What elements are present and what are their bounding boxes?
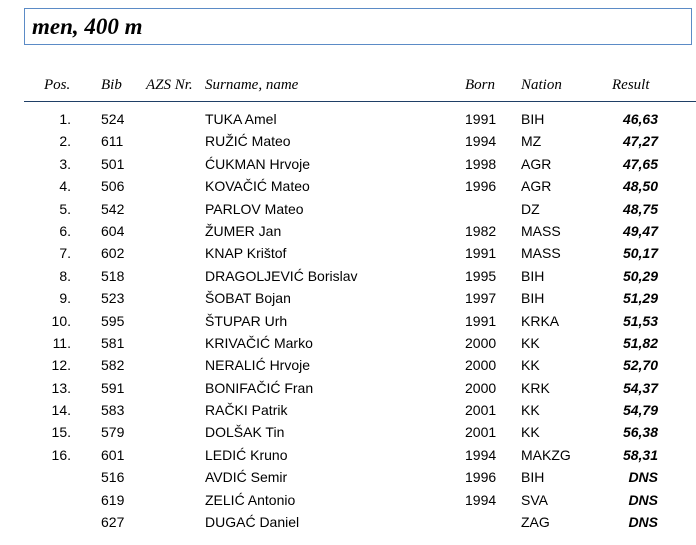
name-cell: KNAP Krištof: [205, 245, 287, 262]
name-cell: ŽUMER Jan: [205, 222, 282, 239]
nation-cell: AGR: [521, 178, 552, 195]
position-cell: 7.: [59, 245, 71, 262]
born-cell: 1994: [465, 491, 497, 508]
name-cell: KRIVAČIĆ Marko: [205, 334, 313, 351]
result-cell: 47,27: [622, 133, 658, 150]
bib-cell: 604: [101, 222, 125, 239]
results-table: [0, 108, 696, 533]
bib-cell: 583: [101, 402, 125, 419]
result-cell: 47,65: [622, 155, 658, 172]
nation-cell: KRK: [521, 379, 550, 396]
nation-cell: SVA: [521, 491, 548, 508]
nation-cell: DZ: [521, 200, 540, 217]
born-cell: 1995: [465, 267, 497, 284]
bib-cell: 611: [101, 133, 124, 150]
name-cell: ĆUKMAN Hrvoje: [205, 155, 311, 172]
table-row: [0, 310, 696, 332]
born-cell: 1996: [465, 178, 497, 195]
result-cell: 50,17: [622, 245, 658, 262]
result-cell: 49,47: [622, 222, 658, 239]
table-row: [0, 175, 696, 197]
table-row: [0, 399, 696, 421]
bib-cell: 516: [101, 469, 125, 486]
header-pos: Pos.: [44, 77, 71, 93]
header-azs: AZS Nr.: [146, 77, 193, 93]
nation-cell: AGR: [521, 155, 552, 172]
nation-cell: MZ: [521, 133, 542, 150]
header-name: Surname, name: [205, 77, 299, 93]
position-cell: 2.: [59, 133, 71, 150]
born-cell: 1998: [465, 155, 497, 172]
nation-cell: KK: [521, 424, 540, 441]
born-cell: 1991: [465, 111, 497, 127]
header-result: Result: [612, 77, 650, 93]
table-row: [0, 421, 696, 443]
name-cell: ŠTUPAR Urh: [205, 312, 288, 329]
position-cell: 1.: [59, 111, 71, 127]
nation-cell: MASS: [521, 245, 561, 262]
bib-cell: 602: [101, 245, 125, 262]
name-cell: DRAGOLJEVIĆ Borislav: [205, 267, 358, 284]
position-cell: 13.: [51, 379, 71, 396]
name-cell: PARLOV Mateo: [205, 200, 304, 217]
position-cell: 15.: [51, 424, 71, 441]
table-row: [0, 287, 696, 309]
result-cell: 58,31: [622, 446, 658, 463]
name-cell: DUGAĆ Daniel: [205, 514, 300, 531]
table-row: [0, 489, 696, 511]
bib-cell: 542: [101, 200, 125, 217]
result-cell: DNS: [628, 491, 658, 508]
result-cell: 46,63: [622, 111, 658, 127]
name-cell: ŠOBAT Bojan: [205, 290, 291, 307]
table-row: [0, 153, 696, 175]
name-cell: DOLŠAK Tin: [205, 424, 285, 441]
header-divider: [24, 101, 696, 102]
table-row: [0, 511, 696, 533]
born-cell: 2001: [465, 402, 497, 419]
bib-cell: 518: [101, 267, 125, 284]
result-cell: 48,75: [622, 200, 658, 217]
position-cell: 14.: [51, 402, 71, 419]
bib-cell: 591: [101, 379, 125, 396]
position-cell: 12.: [51, 357, 71, 374]
born-cell: 2000: [465, 334, 497, 351]
nation-cell: MASS: [521, 222, 561, 239]
position-cell: 6.: [59, 222, 71, 239]
table-row: [0, 130, 696, 152]
born-cell: 1991: [465, 312, 497, 329]
position-cell: 5.: [59, 200, 71, 217]
name-cell: AVDIĆ Semir: [205, 469, 288, 486]
name-cell: KOVAČIĆ Mateo: [205, 178, 310, 195]
nation-cell: BIH: [521, 267, 545, 284]
nation-cell: MAKZG: [521, 446, 571, 463]
bib-cell: 523: [101, 290, 125, 307]
result-cell: 54,37: [622, 379, 658, 396]
position-cell: 11.: [52, 334, 71, 351]
result-cell: DNS: [628, 514, 658, 531]
result-cell: 56,38: [622, 424, 658, 441]
result-cell: 51,29: [622, 290, 658, 307]
born-cell: 2001: [465, 424, 497, 441]
header-nation: Nation: [521, 77, 562, 93]
result-cell: 50,29: [622, 267, 658, 284]
name-cell: LEDIĆ Kruno: [205, 446, 288, 463]
event-title: men, 400 m: [32, 14, 143, 39]
bib-cell: 619: [101, 491, 125, 508]
table-row: [0, 220, 696, 242]
born-cell: 1982: [465, 222, 497, 239]
name-cell: BONIFAČIĆ Fran: [205, 379, 314, 396]
bib-cell: 524: [101, 111, 125, 127]
position-cell: 4.: [59, 178, 71, 195]
table-row: [0, 377, 696, 399]
name-cell: RAČKI Patrik: [205, 402, 288, 419]
position-cell: 3.: [59, 155, 71, 172]
table-row: [0, 108, 696, 130]
header-born: Born: [465, 77, 495, 93]
bib-cell: 581: [101, 334, 125, 351]
name-cell: TUKA Amel: [205, 111, 277, 127]
nation-cell: BIH: [521, 290, 545, 307]
table-row: [0, 466, 696, 488]
name-cell: NERALIĆ Hrvoje: [205, 357, 311, 374]
result-cell: 52,70: [622, 357, 658, 374]
nation-cell: KK: [521, 334, 540, 351]
position-cell: 16.: [51, 446, 71, 463]
bib-cell: 501: [101, 155, 125, 172]
table-row: [0, 198, 696, 220]
bib-cell: 601: [101, 446, 125, 463]
bib-cell: 595: [101, 312, 125, 329]
table-row: [0, 332, 696, 354]
born-cell: 1991: [465, 245, 497, 262]
born-cell: 1994: [465, 446, 497, 463]
bib-cell: 627: [101, 514, 125, 531]
table-row: [0, 242, 696, 264]
position-cell: 8.: [59, 267, 71, 284]
nation-cell: BIH: [521, 111, 545, 127]
position-cell: 9.: [59, 290, 71, 307]
nation-cell: KK: [521, 402, 540, 419]
table-row: [0, 354, 696, 376]
nation-cell: BIH: [521, 469, 545, 486]
born-cell: 1996: [465, 469, 497, 486]
result-cell: 51,82: [622, 334, 658, 351]
table-row: [0, 444, 696, 466]
born-cell: 1994: [465, 133, 497, 150]
header-bib: Bib: [101, 77, 122, 93]
result-cell: 51,53: [622, 312, 658, 329]
result-cell: 48,50: [622, 178, 658, 195]
result-cell: DNS: [628, 469, 658, 486]
nation-cell: ZAG: [521, 514, 550, 531]
bib-cell: 506: [101, 178, 125, 195]
born-cell: 2000: [465, 357, 497, 374]
nation-cell: KK: [521, 357, 540, 374]
name-cell: RUŽIĆ Mateo: [205, 133, 291, 150]
born-cell: 2000: [465, 379, 497, 396]
result-cell: 54,79: [622, 402, 658, 419]
event-title-box: [24, 8, 692, 45]
name-cell: ZELIĆ Antonio: [205, 491, 296, 508]
bib-cell: 579: [101, 424, 125, 441]
position-cell: 10.: [51, 312, 71, 329]
nation-cell: KRKA: [521, 312, 560, 329]
table-row: [0, 265, 696, 287]
born-cell: 1997: [465, 290, 497, 307]
bib-cell: 582: [101, 357, 125, 374]
